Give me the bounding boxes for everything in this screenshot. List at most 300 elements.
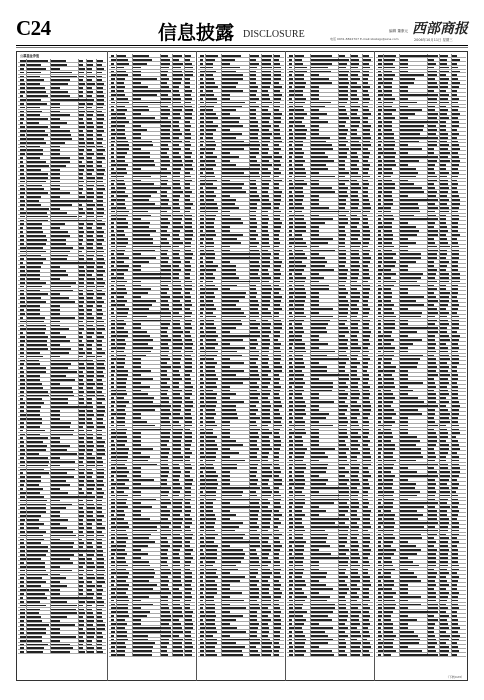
cell-text	[51, 181, 60, 183]
cell-text	[20, 577, 24, 579]
cell-text	[111, 67, 115, 69]
cell-text	[27, 488, 43, 490]
cell-text	[51, 251, 70, 253]
cell-text	[87, 99, 94, 101]
cell-text	[87, 472, 93, 474]
cell-text	[97, 507, 102, 509]
cell-text	[79, 476, 85, 478]
cell-text	[185, 82, 190, 84]
cell-text	[97, 196, 103, 198]
cell-text	[87, 570, 93, 572]
cell-text	[111, 109, 114, 111]
cell-text	[20, 387, 25, 389]
cell-text	[79, 371, 83, 373]
cell-text	[117, 55, 126, 57]
cell-text	[27, 83, 40, 85]
cell-text	[97, 636, 103, 638]
cell-text	[51, 107, 60, 109]
cell-text	[87, 64, 93, 66]
cell-text	[27, 531, 46, 533]
cell-text	[79, 356, 83, 358]
cell-text	[79, 192, 82, 194]
cell-text	[97, 500, 102, 502]
cell-text	[79, 220, 84, 222]
cell-text	[79, 457, 84, 459]
cell-text	[27, 644, 48, 646]
cell-text	[97, 585, 102, 587]
cell-text	[27, 574, 48, 576]
cell-text	[79, 414, 85, 416]
cell-text	[117, 90, 124, 92]
cell-text	[51, 114, 70, 116]
cell-text	[97, 309, 102, 311]
cell-text	[87, 542, 92, 544]
cell-text	[27, 515, 41, 517]
cell-text	[185, 106, 192, 108]
cell-text	[97, 453, 105, 455]
cell-text	[27, 550, 48, 552]
cell-text	[97, 624, 105, 626]
cell-text	[87, 574, 94, 576]
cell-text	[87, 317, 94, 319]
cell-text	[20, 278, 25, 280]
cell-text	[79, 558, 85, 560]
cell-text	[27, 398, 42, 400]
cell-text	[79, 99, 84, 101]
cell-text	[87, 379, 93, 381]
cell-text	[27, 278, 40, 280]
cell-text	[51, 539, 60, 541]
cell-text	[20, 601, 24, 603]
cell-text	[27, 149, 43, 151]
cell-text	[173, 90, 179, 92]
cell-text	[51, 546, 73, 548]
cell-text	[20, 531, 25, 533]
cell-text	[97, 504, 102, 506]
cell-text	[51, 647, 73, 649]
cell-text	[20, 188, 25, 190]
cell-text	[27, 126, 48, 128]
cell-text	[87, 216, 94, 218]
editor-line: 编辑 董康元	[389, 29, 408, 34]
cell-text	[51, 138, 72, 140]
cell-text	[87, 297, 93, 299]
cell-text	[133, 94, 157, 96]
cell-text	[79, 492, 84, 494]
cell-text	[97, 616, 102, 618]
cell-text	[87, 519, 95, 521]
cell-text	[87, 83, 95, 85]
cell-text	[87, 262, 95, 264]
cell-text	[27, 519, 39, 521]
cell-text	[51, 60, 66, 62]
cell-text	[20, 402, 25, 404]
cell-text	[79, 418, 85, 420]
cell-text	[20, 91, 25, 93]
table-row	[18, 650, 106, 654]
cell-text	[97, 441, 105, 443]
cell-text	[20, 231, 23, 233]
cell-text	[79, 255, 84, 257]
cell-text	[51, 340, 70, 342]
cell-text	[87, 157, 92, 159]
cell-text	[79, 348, 83, 350]
cell-text	[51, 593, 60, 595]
cell-text	[51, 449, 67, 451]
cell-text	[27, 422, 42, 424]
cell-text	[79, 527, 84, 529]
cell-text	[20, 235, 24, 237]
cell-text	[20, 523, 24, 525]
cell-text	[79, 422, 85, 424]
cell-text	[79, 391, 84, 393]
cell-text	[173, 59, 179, 61]
cell-text	[87, 647, 94, 649]
cell-text	[20, 243, 24, 245]
cell-text	[97, 558, 104, 560]
cell-text	[87, 255, 94, 257]
cell-text	[20, 422, 24, 424]
cell-text	[97, 103, 104, 105]
cell-text	[20, 410, 24, 412]
cell-text	[20, 352, 24, 354]
cell-text	[79, 107, 84, 109]
cell-text	[27, 480, 41, 482]
cell-text	[97, 169, 105, 171]
cell-text	[97, 122, 103, 124]
cell-text	[133, 63, 147, 65]
cell-text	[20, 247, 26, 249]
contact-line: 电话 0931-8822707 E-mail:xbsbxjp@sina.com	[330, 37, 399, 41]
cell-text	[27, 457, 48, 459]
cell-text	[51, 387, 72, 389]
cell-text	[20, 76, 24, 78]
cell-text	[27, 208, 49, 210]
cell-text	[79, 488, 82, 490]
cell-text	[79, 313, 84, 315]
cell-text	[51, 476, 74, 478]
cell-text	[117, 106, 125, 108]
cell-text	[79, 188, 83, 190]
cell-text	[20, 445, 24, 447]
cell-text	[97, 114, 104, 116]
cell-text	[20, 515, 26, 517]
cell-text	[20, 430, 23, 432]
cell-text	[161, 67, 169, 69]
cell-text	[111, 55, 114, 57]
cell-text	[87, 375, 94, 377]
cell-text	[87, 414, 94, 416]
cell-text	[20, 95, 23, 97]
cell-text	[79, 360, 84, 362]
cell-text	[27, 227, 42, 229]
cell-text	[97, 511, 102, 513]
cell-text	[97, 601, 104, 603]
cell-text	[27, 476, 41, 478]
cell-text	[79, 589, 83, 591]
cell-text	[79, 383, 84, 385]
cell-text	[20, 426, 24, 428]
cell-text	[87, 387, 93, 389]
cell-text	[79, 328, 84, 330]
cell-text	[20, 461, 25, 463]
cell-text	[87, 103, 93, 105]
cell-text	[161, 86, 169, 88]
cell-text	[27, 523, 44, 525]
cell-text	[97, 391, 102, 393]
cell-text	[87, 130, 93, 132]
cell-text	[79, 542, 84, 544]
cell-text	[20, 597, 23, 599]
cell-text	[87, 632, 95, 634]
cell-text	[87, 609, 92, 611]
cell-text	[111, 106, 114, 108]
cell-text	[27, 562, 45, 564]
cell-text	[51, 297, 69, 299]
cell-text	[97, 352, 105, 354]
cell-text	[51, 165, 66, 167]
cell-text	[87, 402, 92, 404]
cell-text	[20, 118, 24, 120]
cell-text	[20, 114, 24, 116]
cell-text	[97, 527, 105, 529]
cell-text	[97, 68, 104, 70]
cell-text	[79, 628, 83, 630]
cell-text	[97, 247, 103, 249]
cell-text	[51, 445, 70, 447]
cell-text	[20, 640, 26, 642]
cell-text	[51, 414, 60, 416]
cell-text	[79, 535, 84, 537]
cell-text	[97, 644, 102, 646]
cell-text	[27, 449, 46, 451]
cell-text	[87, 149, 92, 151]
cell-text	[97, 134, 102, 136]
cell-text	[20, 644, 24, 646]
cell-text	[87, 430, 92, 432]
cell-text	[97, 255, 103, 257]
cell-text	[161, 78, 169, 80]
cell-text	[79, 173, 83, 175]
cell-text	[97, 418, 103, 420]
cell-text	[117, 74, 128, 76]
cell-text	[20, 83, 25, 85]
cell-text	[27, 243, 46, 245]
cell-text	[27, 597, 47, 599]
cell-text	[79, 196, 85, 198]
cell-text	[51, 500, 60, 502]
cell-text	[97, 149, 105, 151]
cell-text	[87, 422, 93, 424]
cell-text	[97, 620, 103, 622]
cell-text	[51, 325, 60, 327]
cell-text	[27, 107, 40, 109]
cell-text	[51, 632, 60, 634]
cell-text	[20, 169, 24, 171]
cell-text	[97, 581, 105, 583]
cell-text	[27, 601, 40, 603]
cell-text	[111, 63, 114, 65]
cell-text	[97, 200, 103, 202]
cell-text	[87, 344, 92, 346]
cell-text	[161, 74, 167, 76]
cell-text	[27, 577, 42, 579]
cell-text	[27, 196, 41, 198]
cell-text	[97, 437, 102, 439]
cell-text	[97, 204, 103, 206]
cell-text	[20, 535, 26, 537]
cell-text	[51, 83, 68, 85]
cell-text	[20, 363, 24, 365]
cell-text	[27, 134, 48, 136]
cell-text	[27, 585, 41, 587]
cell-text	[51, 321, 60, 323]
cell-text	[51, 457, 60, 459]
cell-text	[27, 387, 43, 389]
cell-text	[20, 395, 24, 397]
cell-text	[97, 535, 104, 537]
cell-text	[97, 469, 104, 471]
cell-text	[51, 142, 65, 144]
cell-text	[20, 574, 25, 576]
cell-text	[20, 476, 25, 478]
cell-text	[51, 266, 60, 268]
cell-text	[27, 247, 43, 249]
cell-text	[79, 68, 85, 70]
cell-text	[51, 111, 60, 113]
cell-text	[27, 200, 39, 202]
cell-text	[27, 255, 41, 257]
cell-text	[185, 94, 191, 96]
cell-text	[79, 375, 84, 377]
cell-text	[79, 126, 85, 128]
cell-text	[87, 360, 93, 362]
cell-text	[87, 227, 92, 229]
cell-text	[87, 437, 93, 439]
cell-text	[51, 313, 60, 315]
cell-text	[51, 126, 60, 128]
cell-text	[27, 305, 40, 307]
section-title: 信息披露	[158, 18, 234, 45]
cell-text	[27, 430, 45, 432]
cell-text	[79, 216, 82, 218]
cell-text	[51, 348, 71, 350]
cell-text	[79, 60, 83, 62]
cell-text	[97, 640, 102, 642]
cell-text	[79, 95, 83, 97]
cell-text	[87, 165, 93, 167]
cell-text	[27, 64, 41, 66]
cell-text	[97, 344, 102, 346]
cell-text	[161, 109, 170, 111]
cell-text	[51, 130, 70, 132]
cell-text	[20, 465, 25, 467]
cell-text	[20, 546, 25, 548]
cell-text	[20, 130, 26, 132]
cell-text	[79, 149, 84, 151]
cell-text	[20, 325, 24, 327]
section-english-title: DISCLOSURE	[243, 29, 305, 40]
cell-text	[161, 94, 168, 96]
cell-text	[87, 620, 94, 622]
cell-text	[97, 340, 102, 342]
cell-text	[27, 169, 41, 171]
cell-text	[27, 453, 39, 455]
cell-text	[97, 146, 103, 148]
cell-text	[27, 511, 46, 513]
cell-text	[20, 107, 25, 109]
cell-text	[87, 161, 93, 163]
cell-text	[27, 406, 41, 408]
cell-text	[97, 628, 105, 630]
cell-text	[185, 59, 190, 61]
cell-text	[27, 321, 44, 323]
cell-text	[97, 60, 103, 62]
cell-text	[97, 270, 105, 272]
cell-text	[97, 367, 105, 369]
cell-text	[97, 286, 104, 288]
cell-text	[97, 181, 103, 183]
cell-text	[97, 107, 103, 109]
cell-text	[87, 589, 92, 591]
cell-text	[87, 212, 94, 214]
cell-text	[51, 612, 77, 614]
cell-text	[79, 647, 83, 649]
cell-text	[51, 95, 70, 97]
cell-text	[117, 67, 124, 69]
cell-text	[51, 437, 60, 439]
cell-text	[97, 173, 104, 175]
cell-text	[51, 418, 60, 420]
cell-text	[79, 395, 83, 397]
cell-text	[20, 293, 24, 295]
cell-text	[161, 63, 170, 65]
cell-text	[79, 340, 82, 342]
cell-text	[87, 313, 92, 315]
cell-text	[27, 581, 46, 583]
cell-text	[51, 255, 68, 257]
cell-text	[87, 328, 95, 330]
cell-text	[185, 55, 191, 57]
cell-text	[79, 500, 83, 502]
cell-text	[51, 398, 68, 400]
cell-text	[87, 278, 95, 280]
cell-text	[97, 161, 102, 163]
cell-text	[79, 577, 83, 579]
cell-text	[97, 546, 102, 548]
cell-text	[79, 445, 85, 447]
cell-text	[97, 278, 103, 280]
cell-text	[87, 363, 94, 365]
cell-text	[20, 562, 24, 564]
cell-text	[97, 188, 105, 190]
cell-text	[111, 78, 115, 80]
cell-text	[79, 114, 84, 116]
cell-text	[20, 103, 24, 105]
cell-text	[20, 612, 25, 614]
cell-text	[111, 59, 116, 61]
cell-text	[79, 325, 84, 327]
cell-text	[27, 332, 45, 334]
cell-text	[20, 274, 26, 276]
cell-text	[51, 570, 72, 572]
cell-text	[79, 593, 83, 595]
cell-text	[27, 111, 42, 113]
cell-text	[51, 472, 67, 474]
cell-text	[117, 82, 124, 84]
cell-text	[87, 441, 93, 443]
cell-text	[27, 414, 40, 416]
